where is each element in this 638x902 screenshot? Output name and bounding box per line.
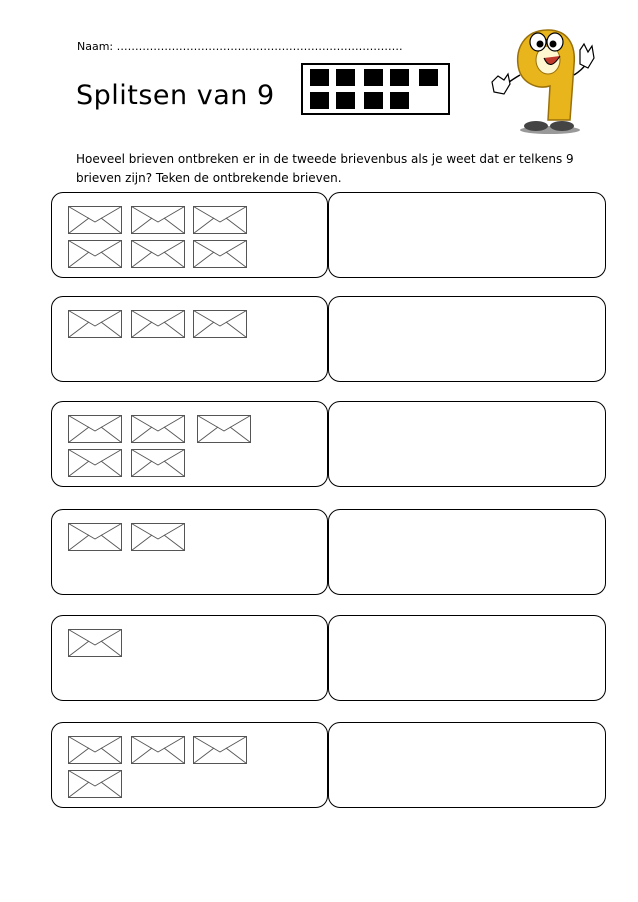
envelope-icon <box>193 736 247 764</box>
envelope-icon <box>131 523 185 551</box>
ten-frame-dot <box>419 69 438 86</box>
mailbox-drawing-area[interactable] <box>328 296 606 382</box>
envelope-icon <box>68 736 122 764</box>
mailbox-given-letters <box>51 615 328 701</box>
envelope-icon <box>68 415 122 443</box>
ten-frame-dot <box>310 92 329 109</box>
envelope-icon <box>68 770 122 798</box>
envelope-icon <box>68 449 122 477</box>
envelope-icon <box>131 240 185 268</box>
ten-frame <box>301 63 450 115</box>
mailbox-given-letters <box>51 509 328 595</box>
envelope-icon <box>68 629 122 657</box>
mailbox-drawing-area[interactable] <box>328 192 606 278</box>
envelope-icon <box>193 206 247 234</box>
page-title: Splitsen van 9 <box>76 80 275 111</box>
envelope-icon <box>68 523 122 551</box>
mailbox-drawing-area[interactable] <box>328 509 606 595</box>
envelope-icon <box>193 240 247 268</box>
name-line: Naam: …………………………………………………………………… <box>77 40 403 53</box>
envelope-icon <box>131 449 185 477</box>
envelope-icon <box>131 310 185 338</box>
ten-frame-dot <box>364 92 383 109</box>
envelope-icon <box>131 206 185 234</box>
ten-frame-dot <box>310 69 329 86</box>
mailbox-drawing-area[interactable] <box>328 615 606 701</box>
envelope-icon <box>68 240 122 268</box>
envelope-icon <box>197 415 251 443</box>
mailbox-drawing-area[interactable] <box>328 722 606 808</box>
number-nine-mascot-icon <box>488 20 598 135</box>
envelope-icon <box>193 310 247 338</box>
envelope-icon <box>68 310 122 338</box>
instruction-text: Hoeveel brieven ontbreken er in de tweede brievenbus als je weet dat er telkens 9 brieven zijn? Teken de ontbrekende brieven. <box>76 152 574 185</box>
envelope-icon <box>131 736 185 764</box>
ten-frame-dot <box>364 69 383 86</box>
envelope-icon <box>131 415 185 443</box>
envelope-icon <box>68 206 122 234</box>
ten-frame-dot <box>390 92 409 109</box>
mailbox-given-letters <box>51 296 328 382</box>
ten-frame-dot <box>390 69 409 86</box>
mailbox-drawing-area[interactable] <box>328 401 606 487</box>
ten-frame-dot <box>336 92 355 109</box>
ten-frame-dot <box>336 69 355 86</box>
